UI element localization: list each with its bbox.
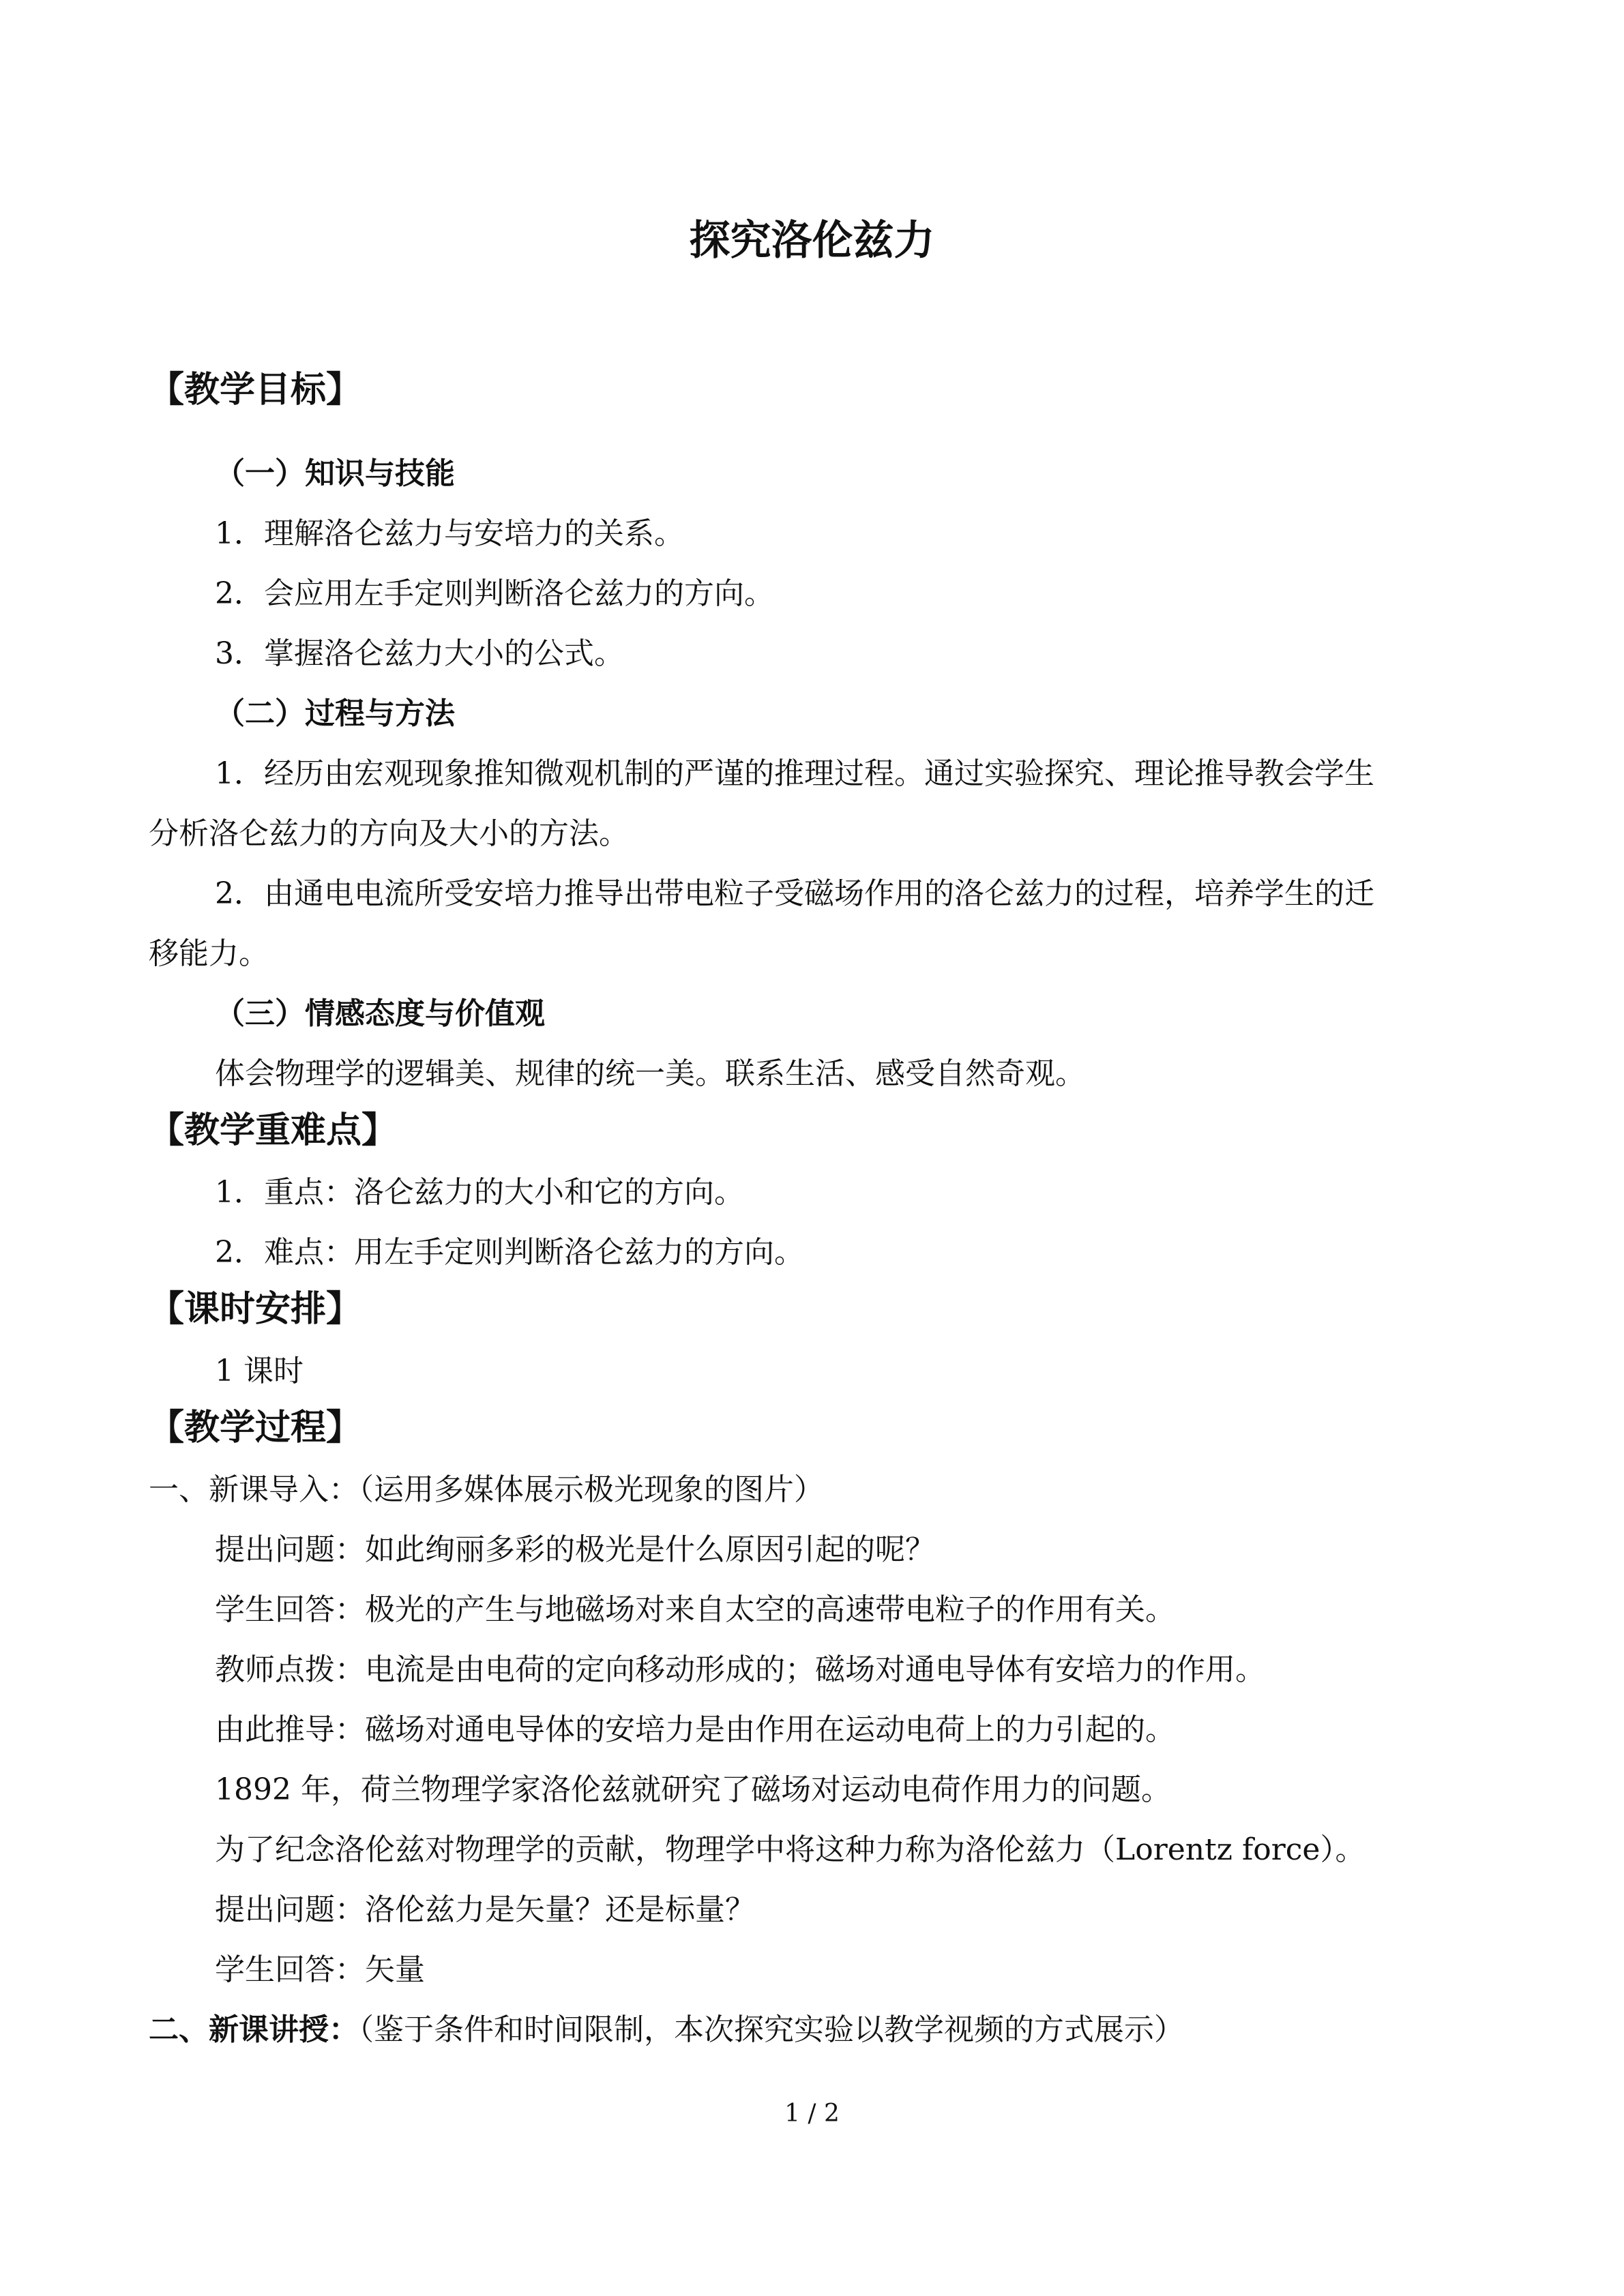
paragraph: 学生回答：矢量 <box>215 1952 425 1987</box>
page-number: 1 / 2 <box>784 2100 840 2128</box>
list-item: 2．由通电电流所受安培力推导出带电粒子受磁场作用的洛仑兹力的过程，培养学生的迁 <box>215 876 1374 911</box>
list-item: 2．会应用左手定则判断洛仑兹力的方向。 <box>215 576 774 611</box>
paragraph: 为了纪念洛伦兹对物理学的贡献，物理学中将这种力称为洛伦兹力（Lorentz force）。 <box>215 1832 1365 1867</box>
list-item: 1．理解洛仑兹力与安培力的关系。 <box>215 516 684 551</box>
section-heading-goals: 【教学目标】 <box>149 370 362 411</box>
subheading-knowledge-skills: （一）知识与技能 <box>215 456 455 491</box>
paragraph: 提出问题：如此绚丽多彩的极光是什么原因引起的呢？ <box>215 1532 935 1567</box>
paragraph: 提出问题：洛伦兹力是矢量？还是标量？ <box>215 1892 755 1927</box>
list-item: 2．难点：用左手定则判断洛仑兹力的方向。 <box>215 1235 804 1270</box>
list-item: 3．掌握洛仑兹力大小的公式。 <box>215 636 624 671</box>
section-heading-process: 【教学过程】 <box>149 1407 362 1448</box>
paragraph: 1892 年，荷兰物理学家洛伦兹就研究了磁场对运动电荷作用力的问题。 <box>215 1772 1171 1807</box>
section-heading-schedule: 【课时安排】 <box>149 1289 362 1330</box>
process-part2-heading <box>149 2010 1184 2051</box>
schedule-text: 1 课时 <box>215 1354 304 1388</box>
list-item: 1．重点：洛仑兹力的大小和它的方向。 <box>215 1175 744 1210</box>
process-part1-heading: 一、新课导入：（运用多媒体展示极光现象的图片） <box>149 1472 824 1507</box>
paragraph: 学生回答：极光的产生与地磁场对来自太空的高速带电粒子的作用有关。 <box>215 1592 1175 1627</box>
paragraph: 体会物理学的逻辑美、规律的统一美。联系生活、感受自然奇观。 <box>215 1056 1085 1091</box>
paragraph: 由此推导：磁场对通电导体的安培力是由作用在运动电荷上的力引起的。 <box>215 1712 1175 1747</box>
process-part2-lead: 二、新课讲授： <box>149 2012 359 2047</box>
section-heading-key-points: 【教学重难点】 <box>149 1110 398 1151</box>
subheading-process-method: （二）过程与方法 <box>215 696 455 731</box>
subheading-emotion-values: （三）情感态度与价值观 <box>215 996 545 1031</box>
list-item: 1．经历由宏观现象推知微观机制的严谨的推理过程。通过实验探究、理论推导教会学生 <box>215 756 1374 791</box>
list-item-continuation: 分析洛仑兹力的方向及大小的方法。 <box>149 816 629 851</box>
process-part2-note: （鉴于条件和时间限制，本次探究实验以教学视频的方式展示） <box>359 2012 1184 2047</box>
list-item-continuation: 移能力。 <box>149 936 269 971</box>
page-title: 探究洛伦兹力 <box>689 217 935 265</box>
paragraph: 教师点拨：电流是由电荷的定向移动形成的；磁场对通电导体有安培力的作用。 <box>215 1652 1265 1687</box>
